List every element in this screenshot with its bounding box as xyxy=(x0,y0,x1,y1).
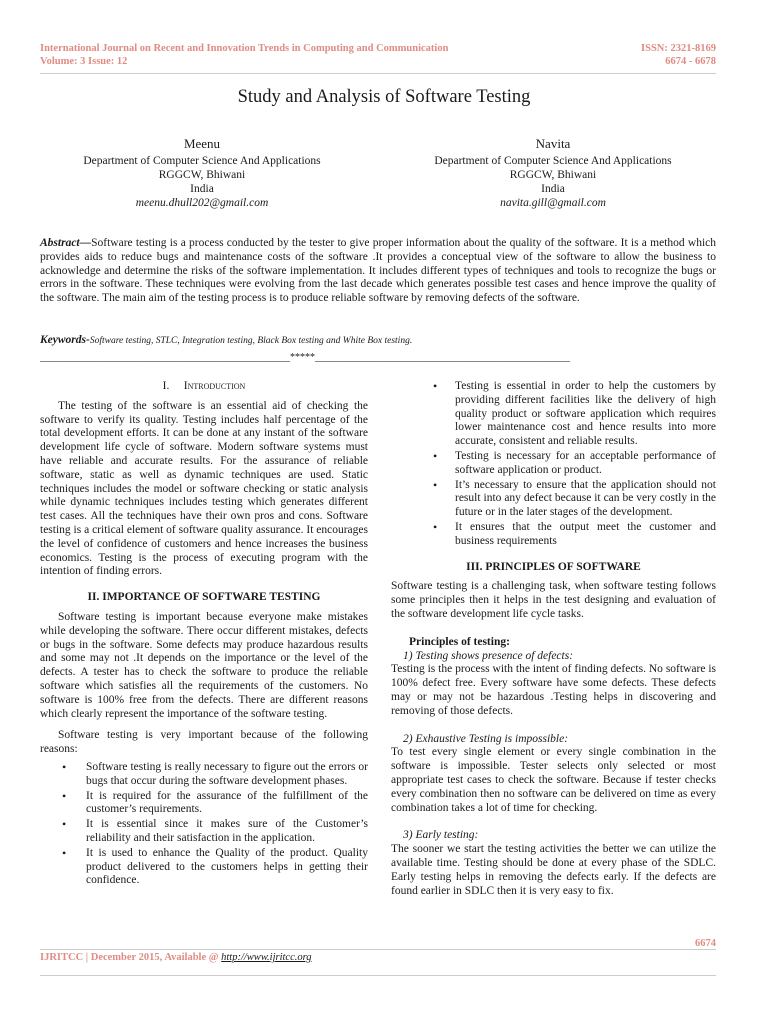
list-item: • It is essential since it makes sure of the Customer’s reliability and their satisfaction in the application. xyxy=(62,818,368,846)
keywords-label: Keywords- xyxy=(40,334,90,346)
section-title: Introduction xyxy=(183,380,246,392)
author-country: India xyxy=(190,183,214,195)
footer-rule xyxy=(40,949,716,950)
importance-bullet-list xyxy=(62,761,368,888)
principle-3-body: The sooner we start the testing activities the better we can utilize the available time. Testing should be done at every phase of the SDLC. Early testing helps in removing the defects early. If the defects are found earlier in SDLC then it is very easy to fix. xyxy=(391,843,716,897)
author-block-1 xyxy=(52,137,352,210)
section-number: I. xyxy=(162,380,170,392)
paper-title: Study and Analysis of Software Testing xyxy=(237,87,531,107)
author-name: Navita xyxy=(535,136,571,151)
introduction-paragraph: The testing of the software is an essential aid of checking the software to verify its quality. Testing includes half percentage of the total development efforts. It can be done at any instant of the software development life cycle of software. Modern software systems must have reliable and accurate results. For the assurance of reliable software, static as well as dynamic techniques are used. Static techniques includes the model or software checking or static analysis while dynamic techniques includes testing which generates different test cases. All the techniques have their own pros and cons. Software testing is a critical element of software quality assurance. It encourages the level of confidence of customers and hence increases the business economics. Testing is the process of executing program with the intention of finding errors. xyxy=(40,399,368,578)
keywords-text: Software testing, STLC, Integration testing, Black Box testing and White Box testing. xyxy=(89,336,413,346)
principle-1-title: 1) Testing shows presence of defects: xyxy=(403,649,574,662)
left-column xyxy=(40,380,368,892)
keywords xyxy=(40,334,716,346)
footer-bottom-rule xyxy=(40,975,716,976)
author-email[interactable]: meenu.dhull202@gmail.com xyxy=(135,197,269,209)
abstract-label: Abstract— xyxy=(40,237,92,249)
issn-header xyxy=(641,42,716,68)
author-email[interactable]: navita.gill@gmail.com xyxy=(500,197,606,209)
list-item: • Testing is essential in order to help the customers by providing different facilities like the delivery of high quality product or software application which requires lower maintenance cost and hence results into more accurate, consistent and reliable results. xyxy=(431,380,716,449)
author-country: India xyxy=(541,183,565,195)
author-inst: RGGCW, Bhiwani xyxy=(509,169,597,181)
principles-label: Principles of testing: xyxy=(409,635,510,648)
importance-bullet-list-continued xyxy=(431,380,716,549)
principle-1-body: Testing is the process with the intent of finding defects. No software is 100% defect free. Every software have some defects. These defects may or may not be hazardous .Testing helps in discovering and removing of those defects. xyxy=(391,663,716,717)
author-dept: Department of Computer Science And Applications xyxy=(83,155,321,167)
importance-reasons-intro: Software testing is very important because of the following reasons: xyxy=(40,729,368,756)
principle-2-body: To test every single element or every single combination in the software is impossible. Tester selects only selected or most appropriate test cases to check the software. Because if tester checks every combination then no software can be delivered on time as every combination takes a lot of time for checking. xyxy=(391,746,716,814)
abstract-text: Software testing is a process conducted by the tester to give proper information about the quality of the software. It is a method which provides aids to reduce bugs and maintenance costs of the software .It provides a conceptual view of the software to allow the business to acknowledge and determine the risks of the software implementation. It includes different types of techniques and tools to recognize the bugs or errors in the software. These techniques were evolving from the last decade which generates possible test cases and hence improve the quality of the software. The main aim of the testing process is to produce reliable software by removing defects of the software. xyxy=(40,237,716,305)
journal-name: International Journal on Recent and Innovation Trends in Computing and Communication xyxy=(40,43,449,54)
section-heading-introduction xyxy=(40,380,368,394)
abstract xyxy=(40,237,716,306)
principle-3-title: 3) Early testing: xyxy=(403,829,479,842)
list-item: • Software testing is really necessary to figure out the errors or bugs that occur during the software development phases. xyxy=(62,761,368,789)
header-rule xyxy=(40,73,716,74)
author-dept: Department of Computer Science And Applications xyxy=(434,155,672,167)
author-name: Meenu xyxy=(183,136,221,151)
principles-paragraph: Software testing is a challenging task, when software testing follows some principles then it helps in the test designing and evaluation of the software development life cycle tasks. xyxy=(391,580,716,620)
issn: ISSN: 2321-8169 xyxy=(641,43,716,54)
right-column xyxy=(391,380,716,898)
importance-paragraph: Software testing is important because everyone make mistakes while developing the software. There occur different mistakes, defects or bugs in the software. Some defects may produce hazardous results and some may not .It depends on the importance or the level of the defects. A tester has to check the software to produce the reliable software which satisfies all the requirements of the customers. No software is 100% free from the defects. There are different reasons which clearly represent the importance of the software testing. xyxy=(40,610,368,720)
section-heading-principles: III. PRINCIPLES OF SOFTWARE xyxy=(466,560,641,573)
author-block-2 xyxy=(403,137,703,210)
list-item: • Testing is necessary for an acceptable performance of software application or product. xyxy=(431,450,716,478)
footer-text: IJRITCC | December 2015, Available @ xyxy=(40,952,222,963)
principle-2-title: 2) Exhaustive Testing is impossible: xyxy=(403,732,569,745)
section-heading-importance: II. IMPORTANCE OF SOFTWARE TESTING xyxy=(87,591,321,604)
journal-header xyxy=(40,42,448,68)
journal-link[interactable]: http://www.ijritcc.org xyxy=(221,952,312,963)
page-number: 6674 xyxy=(695,938,716,949)
page-range: 6674 - 6678 xyxy=(665,56,716,67)
list-item: • It ensures that the output meet the customer and business requirements xyxy=(431,521,716,549)
author-inst: RGGCW, Bhiwani xyxy=(158,169,246,181)
journal-volume: Volume: 3 Issue: 12 xyxy=(40,56,128,67)
list-item: • It is used to enhance the Quality of the product. Quality product delivered to the customers helps in getting their confidence. xyxy=(62,847,368,888)
separator-line: __________________________________________________*****___________________________________________________ xyxy=(40,352,570,363)
footer xyxy=(40,952,312,963)
list-item: • It’s necessary to ensure that the application should not result into any defect because it can be very costly in the future or in the later stages of the development. xyxy=(431,479,716,520)
list-item: • It is required for the assurance of the fulfillment of the customer’s requirements. xyxy=(62,790,368,818)
